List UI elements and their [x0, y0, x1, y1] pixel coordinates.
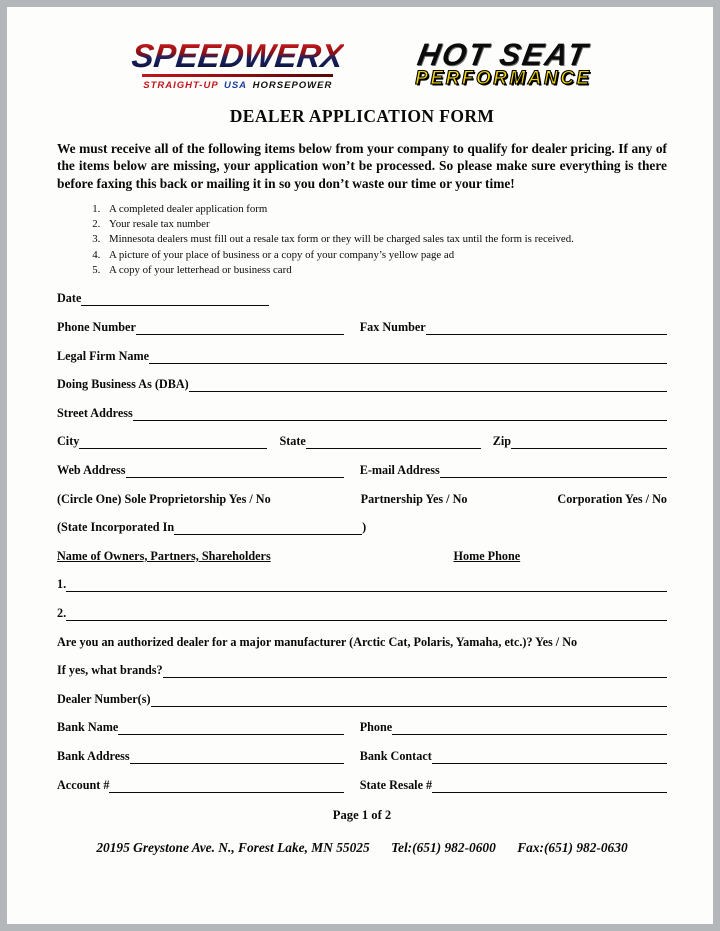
requirements-list — [87, 202, 667, 278]
account-number-label: Account # — [57, 777, 110, 792]
account-group — [57, 778, 344, 793]
state-label: State — [279, 434, 306, 449]
requirement-item-4: 4. A picture of your place of business or a copy of your company’s yellow page ad — [103, 248, 667, 263]
zip-group — [493, 434, 667, 449]
street-address-row — [57, 406, 667, 421]
phone-fax-row — [57, 320, 667, 335]
state-incorporated-fill-line — [174, 531, 362, 535]
bank-contact-label: Bank Contact — [359, 748, 432, 763]
dealer-numbers-label: Dealer Number(s) — [57, 691, 151, 706]
bank-phone-group — [360, 720, 667, 735]
footer-address: 20195 Greystone Ave. N., Forest Lake, MN 55025 — [96, 839, 370, 855]
owner-2-fill-line — [66, 617, 667, 621]
hot-seat-wordmark: HOT SEAT — [415, 37, 592, 72]
owners-column-header: Name of Owners, Partners, Shareholders — [57, 548, 271, 563]
city-fill-line — [79, 445, 267, 449]
requirement-item-2: 2. Your resale tax number — [103, 217, 667, 232]
web-email-row — [57, 463, 667, 478]
city-state-zip-row — [57, 434, 667, 449]
footer-contact-line — [57, 840, 667, 856]
bank-address-fill-line — [130, 760, 344, 764]
bank-contact-group — [360, 749, 667, 764]
bank-phone-label: Phone — [359, 720, 393, 735]
fax-group — [360, 320, 667, 335]
fax-number-label: Fax Number — [359, 320, 426, 334]
state-fill-line — [306, 445, 481, 449]
bank-name-row — [57, 720, 667, 735]
speedwerx-wordmark: SPEEDWERX — [130, 37, 346, 74]
city-group — [57, 434, 267, 449]
street-address-fill-line — [133, 417, 667, 421]
footer-fax: Fax:(651) 982-0630 — [517, 839, 628, 855]
brands-fill-line — [163, 674, 667, 678]
state-incorporated-row — [57, 520, 667, 535]
account-row — [57, 778, 667, 793]
legal-firm-label: Legal Firm Name — [57, 348, 150, 363]
sole-proprietorship-option: (Circle One) Sole Proprietorship Yes / No — [57, 491, 271, 506]
partnership-option: Partnership Yes / No — [360, 491, 468, 506]
application-form-body — [57, 291, 667, 792]
requirement-item-1: 1. A completed dealer application form — [103, 202, 667, 217]
authorized-dealer-question: Are you an authorized dealer for a major manufacturer (Arctic Cat, Polaris, Yamaha, etc.)? Yes / No — [57, 634, 578, 649]
web-address-fill-line — [126, 474, 344, 478]
state-incorporated-close-paren: ) — [362, 520, 367, 535]
page-number: Page 1 of 2 — [332, 807, 392, 822]
speedwerx-logo — [130, 37, 346, 91]
logo-header — [57, 39, 667, 91]
city-label: City — [57, 434, 80, 449]
state-resale-group — [360, 778, 667, 793]
authorized-dealer-row — [57, 635, 667, 650]
hot-seat-logo — [415, 39, 591, 90]
entity-type-row — [57, 492, 667, 507]
bank-address-label: Bank Address — [57, 748, 130, 763]
owner-2-label: 2. — [57, 605, 67, 620]
date-label: Date — [57, 291, 82, 306]
owner-2-row — [57, 606, 667, 621]
dealer-application-page — [7, 7, 713, 924]
bank-phone-fill-line — [392, 731, 667, 735]
zip-label: Zip — [492, 434, 512, 449]
email-label: E-mail Address — [359, 462, 440, 477]
state-group — [279, 434, 480, 449]
dealer-numbers-row — [57, 692, 667, 707]
legal-firm-fill-line — [149, 360, 667, 364]
bank-address-row — [57, 749, 667, 764]
phone-number-label: Phone Number — [57, 320, 136, 334]
page-title: DEALER APPLICATION FORM — [229, 106, 495, 126]
state-resale-fill-line — [432, 789, 667, 793]
owner-1-fill-line — [66, 588, 667, 592]
web-address-group — [57, 463, 344, 478]
fax-number-fill-line — [426, 331, 667, 335]
phone-number-fill-line — [136, 331, 344, 335]
state-incorporated-label: (State Incorporated In — [57, 520, 175, 535]
speedwerx-tagline — [132, 80, 343, 91]
bank-name-group — [57, 720, 344, 735]
bank-address-group — [57, 749, 344, 764]
tagline-usa: USA — [223, 80, 248, 91]
requirement-item-3: 3. Minnesota dealers must fill out a resale tax form or they will be charged sales tax until the form is received. — [103, 232, 667, 247]
date-row — [57, 291, 667, 306]
corporation-option: Corporation Yes / No — [557, 491, 667, 506]
web-address-label: Web Address — [57, 462, 126, 477]
performance-wordmark: PERFORMANCE — [415, 68, 592, 89]
phone-group — [57, 320, 344, 335]
owners-header-row — [57, 549, 667, 564]
tagline-straight-up: STRAIGHT-UP — [143, 80, 219, 91]
legal-firm-row — [57, 349, 667, 364]
bank-name-label: Bank Name — [57, 720, 119, 735]
bank-name-fill-line — [118, 731, 343, 735]
dba-label: Doing Business As (DBA) — [57, 377, 189, 392]
account-number-fill-line — [109, 789, 343, 793]
zip-fill-line — [511, 445, 667, 449]
bank-contact-fill-line — [432, 760, 667, 764]
tagline-horsepower: HORSEPOWER — [252, 80, 333, 91]
brands-row — [57, 663, 667, 678]
dealer-numbers-fill-line — [151, 703, 667, 707]
street-address-label: Street Address — [57, 405, 133, 420]
owner-1-row — [57, 577, 667, 592]
footer-telephone: Tel:(651) 982-0600 — [391, 839, 496, 855]
intro-paragraph: We must receive all of the following items below from your company to qualify for dealer pricing. If any of the items below are missing, your application won’t be processed. So please make sure everything is there before faxing this back or mailing it in so you don’t waste our time or your time! — [57, 141, 667, 191]
date-fill-line — [81, 302, 269, 306]
email-fill-line — [440, 474, 667, 478]
state-resale-label: State Resale # — [359, 777, 433, 792]
brands-label: If yes, what brands? — [57, 663, 163, 678]
dba-fill-line — [189, 388, 667, 392]
email-group — [360, 463, 667, 478]
home-phone-column-header: Home Phone — [453, 548, 521, 563]
speedwerx-underline-stroke — [142, 74, 333, 77]
requirement-item-5: 5. A copy of your letterhead or business card — [103, 263, 667, 278]
owner-1-label: 1. — [57, 577, 67, 592]
dba-row — [57, 377, 667, 392]
